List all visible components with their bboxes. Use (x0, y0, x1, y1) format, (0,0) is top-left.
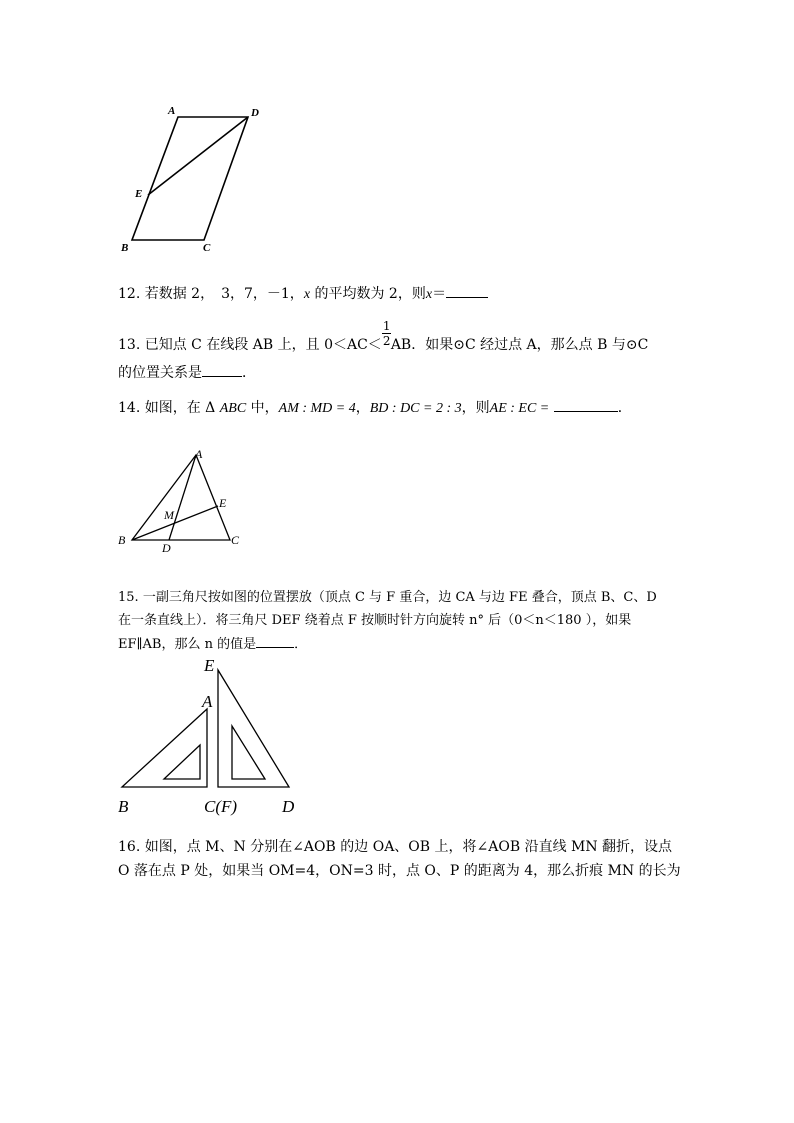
question-16-line2 (118, 860, 688, 883)
label-d: D (251, 107, 259, 119)
q14-ratio-2: BD : DC = 2 : 3 (369, 401, 462, 416)
q15-number: 15. (118, 590, 139, 605)
q13-text-b: AB．如果⊙C 经过点 A，那么点 B 与⊙C (390, 337, 649, 353)
set-square-def-hole (232, 726, 265, 779)
question-16 (118, 836, 688, 859)
label-a: A (202, 692, 213, 711)
triangle-abc (132, 455, 230, 540)
label-e: E (219, 496, 227, 510)
q14-triangle: ABC (219, 401, 247, 416)
q13-answer-blank[interactable] (202, 362, 242, 377)
q14-text-b: 中， (246, 400, 279, 416)
set-square-abc-hole (164, 745, 200, 779)
q12-answer-blank[interactable] (446, 283, 488, 298)
label-b: B (121, 242, 129, 254)
label-d: D (162, 541, 171, 555)
label-b: B (118, 797, 129, 816)
set-square-def (218, 670, 289, 787)
q15-answer-blank[interactable] (256, 633, 294, 648)
label-c: C (203, 242, 211, 254)
q13-line2-end: ． (242, 365, 256, 381)
q14-end: ． (617, 400, 632, 416)
label-e: E (135, 188, 143, 200)
q14-ratio-1: AM : MD = 4 (278, 401, 356, 416)
label-a: A (195, 447, 203, 461)
q16-line2: O 落在点 P 处，如果当 OM=4，ON=3 时，点 O、P 的距离为 4，那么折痕 MN 的长为 (118, 863, 681, 879)
question-15 (118, 586, 688, 609)
q14-comma: ， (355, 400, 370, 416)
question-12 (118, 283, 688, 306)
q13-frac-den: 2 (382, 334, 391, 348)
q16-number: 16. (118, 839, 141, 855)
q15-line2: 在一条直线上）．将三角尺 DEF 绕着点 F 按顺时针方向旋转 n° 后（0＜n＜180 ），如果 (118, 613, 632, 628)
set-squares-figure (112, 652, 312, 822)
q14-answer-blank[interactable] (554, 397, 618, 412)
q12-text-b: 的平均数为 2，则 (310, 286, 426, 302)
q14-text-c: ，则 (461, 400, 490, 416)
q12-equals: ＝ (432, 286, 447, 302)
q15-line3-end: ． (294, 637, 308, 652)
question-14 (118, 397, 688, 420)
label-b: B (118, 533, 126, 547)
q14-number: 14. (118, 400, 141, 416)
q13-text-a: 已知点 C 在线段 AB 上，且 0＜AC＜ (144, 337, 382, 353)
q13-frac-num: 1 (382, 319, 391, 333)
label-a: A (168, 105, 176, 117)
question-15-line2 (118, 609, 688, 632)
label-e: E (204, 656, 215, 675)
q13-fraction (382, 319, 391, 349)
segment-ad (169, 455, 196, 540)
label-d: D (282, 797, 295, 816)
parallelogram-abcd (132, 117, 248, 240)
q14-text-a: 如图，在 Δ (144, 400, 220, 416)
q14-ratio-3: AE : EC = (489, 401, 550, 416)
set-square-abc (122, 709, 207, 787)
label-m: M (164, 508, 174, 522)
question-13-line2 (118, 362, 688, 385)
q12-text-a: 若数据 2， 3，7，－1， (144, 286, 304, 302)
q15-line1: 一副三角尺按如图的位置摆放（顶点 C 与 F 重合，边 CA 与边 FE 叠合，顶点 B、C、D (142, 590, 657, 605)
parallelogram-figure (112, 100, 272, 260)
q12-var-x: x (303, 287, 311, 302)
q12-number: 12. (118, 286, 141, 302)
q16-line1: 如图，点 M、N 分别在∠AOB 的边 OA、OB 上，将∠AOB 沿直线 MN 翻折，设点 (144, 839, 673, 855)
label-cf: C(F) (204, 797, 238, 816)
question-13 (118, 319, 688, 357)
label-c: C (231, 533, 240, 547)
q13-line2: 的位置关系是 (118, 365, 202, 381)
q13-number: 13. (118, 337, 141, 353)
q12-var-x-2: x (425, 287, 433, 302)
q15-line3: EF∥AB，那么 n 的值是 (118, 637, 257, 652)
triangle-figure (112, 440, 252, 555)
